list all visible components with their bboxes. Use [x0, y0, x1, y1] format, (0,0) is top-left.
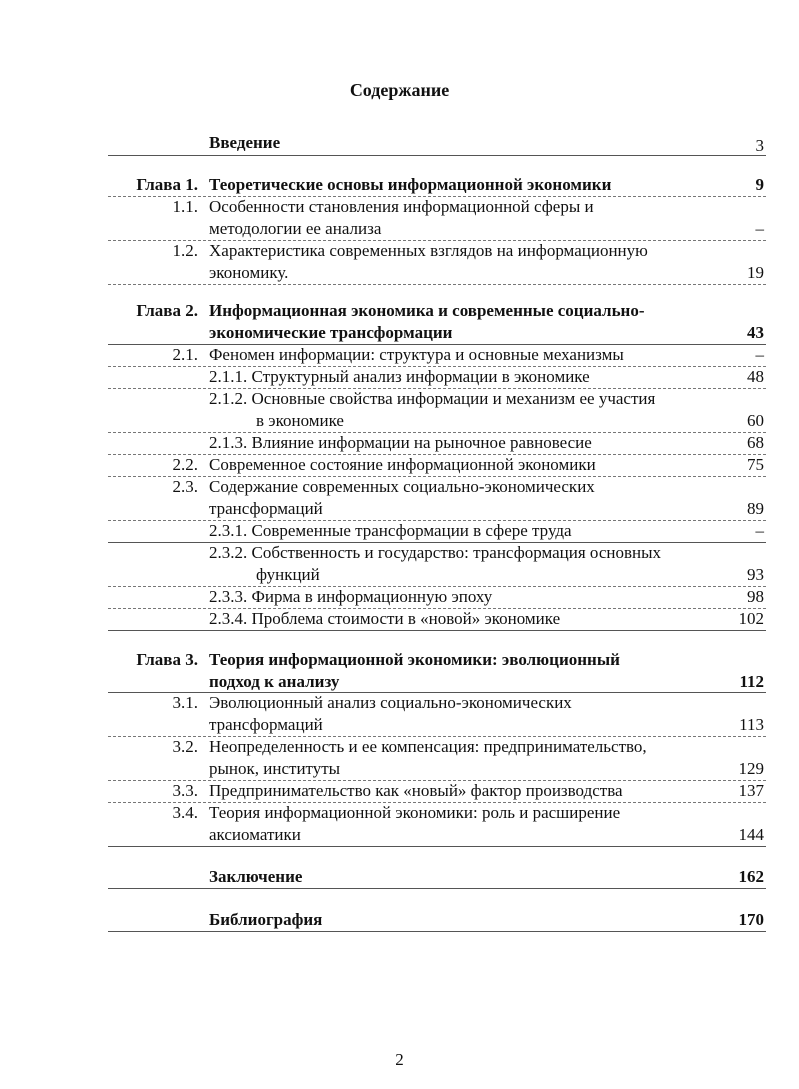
toc-entry-number: 3.2. — [172, 737, 198, 756]
toc-entry-subsection-2-1-1 — [108, 366, 766, 388]
toc-entry-text-line-2: методологии ее анализа — [209, 219, 382, 238]
toc-entry-page: 113 — [739, 715, 764, 734]
toc-entry-section-3-1 — [108, 692, 766, 736]
toc-entry-text-line-1: Характеристика современных взглядов на информационную — [209, 241, 648, 260]
toc-entry-number: Глава 1. — [136, 175, 198, 194]
toc-rule — [108, 630, 766, 631]
toc-entry-text-line-1: Содержание современных социально-экономических — [209, 477, 595, 496]
toc-entry-page: 98 — [747, 587, 764, 606]
toc-entry-text-line-2: в экономике — [256, 411, 344, 430]
toc-rule — [108, 284, 766, 285]
toc-entry-page: 112 — [739, 672, 764, 691]
toc-entry-text: Предпринимательство как «новый» фактор производства — [209, 781, 623, 800]
toc-entry-text: Современное состояние информационной экономики — [209, 455, 596, 474]
toc-entry-subsection-2-1-3 — [108, 432, 766, 454]
toc-entry-section-3-4 — [108, 802, 766, 846]
toc-entry-text-line-2: трансформаций — [209, 715, 323, 734]
toc-entry-number: 2.1. — [172, 345, 198, 364]
toc-entry-page: 144 — [738, 825, 764, 844]
toc-entry-page: – — [755, 219, 764, 238]
toc-entry-bibliography — [108, 909, 766, 931]
toc-entry-text: 2.1.1. Структурный анализ информации в экономике — [209, 367, 590, 386]
toc-rule — [108, 931, 766, 932]
toc-entry-page: 60 — [747, 411, 764, 430]
toc-entry-text: 2.3.4. Проблема стоимости в «новой» экономике — [209, 609, 561, 628]
toc-entry-chapter-3 — [108, 649, 766, 693]
toc-entry-number: 2.3. — [172, 477, 198, 496]
toc-entry-page: 170 — [738, 910, 764, 929]
toc-entry-section-3-2 — [108, 736, 766, 780]
toc-entry-page: – — [755, 345, 764, 364]
page-number: 2 — [395, 1050, 404, 1069]
toc-entry-chapter-2 — [108, 300, 766, 344]
toc-entry-text: Феномен информации: структура и основные механизмы — [209, 345, 624, 364]
toc-rule — [108, 846, 766, 847]
toc-entry-page: 89 — [747, 499, 764, 518]
toc-entry-page: 48 — [747, 367, 764, 386]
toc-entry-page: 3 — [755, 136, 764, 155]
toc-entry-page: 68 — [747, 433, 764, 452]
toc-entry-subsection-2-3-1 — [108, 520, 766, 542]
toc-entry-text-line-1: Эволюционный анализ социально-экономических — [209, 693, 572, 712]
toc-entry-text-line-2: экономику. — [209, 263, 289, 282]
toc-entry-number: 3.4. — [172, 803, 198, 822]
toc-rule — [108, 155, 766, 156]
toc-entry-text-line-1: 2.1.2. Основные свойства информации и механизм ее участия — [209, 389, 656, 408]
toc-entry-subsection-2-3-2 — [108, 542, 766, 586]
toc-entry-page: – — [755, 521, 764, 540]
toc-entry-text-line-2: рынок, институты — [209, 759, 341, 778]
toc-entry-text-line-1: Неопределенность и ее компенсация: предпринимательство, — [209, 737, 647, 756]
toc-entry-section-2-3 — [108, 476, 766, 520]
toc-entry-number: Глава 2. — [136, 301, 198, 320]
toc-entry-text-line-2: аксиоматики — [209, 825, 301, 844]
toc-entry-page: 102 — [738, 609, 764, 628]
toc-rule — [108, 888, 766, 889]
toc-entry-number: 2.2. — [172, 455, 198, 474]
toc-entry-text: Заключение — [209, 867, 303, 886]
toc-entry-number: Глава 3. — [136, 650, 198, 669]
toc-entry-section-2-1 — [108, 344, 766, 366]
toc-entry-section-1-2 — [108, 240, 766, 284]
toc-entry-section-3-3 — [108, 780, 766, 802]
toc-entry-text: Введение — [209, 133, 281, 152]
toc-entry-text: 2.3.1. Современные трансформации в сфере труда — [209, 521, 572, 540]
toc-entry-number: 1.1. — [172, 197, 198, 216]
toc-entry-text-line-1: Информационная экономика и современные социально- — [209, 301, 645, 320]
toc-entry-text-line-2: трансформаций — [209, 499, 323, 518]
toc-entry-text-line-2: функций — [256, 565, 320, 584]
toc-entry-text-line-2: подход к анализу — [209, 672, 340, 691]
toc-entry-subsection-2-3-3 — [108, 586, 766, 608]
toc-entry-page: 9 — [755, 175, 764, 194]
toc-entry-number: 1.2. — [172, 241, 198, 260]
toc-entry-text-line-1: 2.3.2. Собственность и государство: трансформация основных — [209, 543, 662, 562]
toc-entry-text: 2.3.3. Фирма в информационную эпоху — [209, 587, 493, 606]
toc-entry-text: Теоретические основы информационной экономики — [209, 175, 612, 194]
toc-entry-section-1-1 — [108, 196, 766, 240]
toc-entry-page: 43 — [747, 323, 764, 342]
toc-entry-page: 93 — [747, 565, 764, 584]
toc-entry-page: 162 — [738, 867, 764, 886]
toc-entry-page: 129 — [738, 759, 764, 778]
toc-entry-page: 75 — [747, 455, 764, 474]
toc-entry-chapter-1 — [108, 174, 766, 196]
toc-entry-number: 3.1. — [172, 693, 198, 712]
toc-entry-page: 137 — [738, 781, 764, 800]
toc-entry-subsection-2-1-2 — [108, 388, 766, 432]
toc-entry-number: 3.3. — [172, 781, 198, 800]
toc-entry-text: Библиография — [209, 910, 323, 929]
page-title: Содержание — [349, 80, 450, 100]
toc-entry-conclusion — [108, 866, 766, 888]
toc-entry-subsection-2-3-4 — [108, 608, 766, 630]
toc-entry-section-2-2 — [108, 454, 766, 476]
toc-entry-page: 19 — [747, 263, 764, 282]
toc-entry-text-line-2: экономические трансформации — [209, 323, 453, 342]
toc-entry-introduction — [108, 132, 766, 154]
toc-entry-text-line-1: Особенности становления информационной сферы и — [209, 197, 594, 216]
toc-entry-text-line-1: Теория информационной экономики: эволюционный — [209, 650, 620, 669]
toc-entry-text-line-1: Теория информационной экономики: роль и расширение — [209, 803, 621, 822]
toc-entry-text: 2.1.3. Влияние информации на рыночное равновесие — [209, 433, 592, 452]
